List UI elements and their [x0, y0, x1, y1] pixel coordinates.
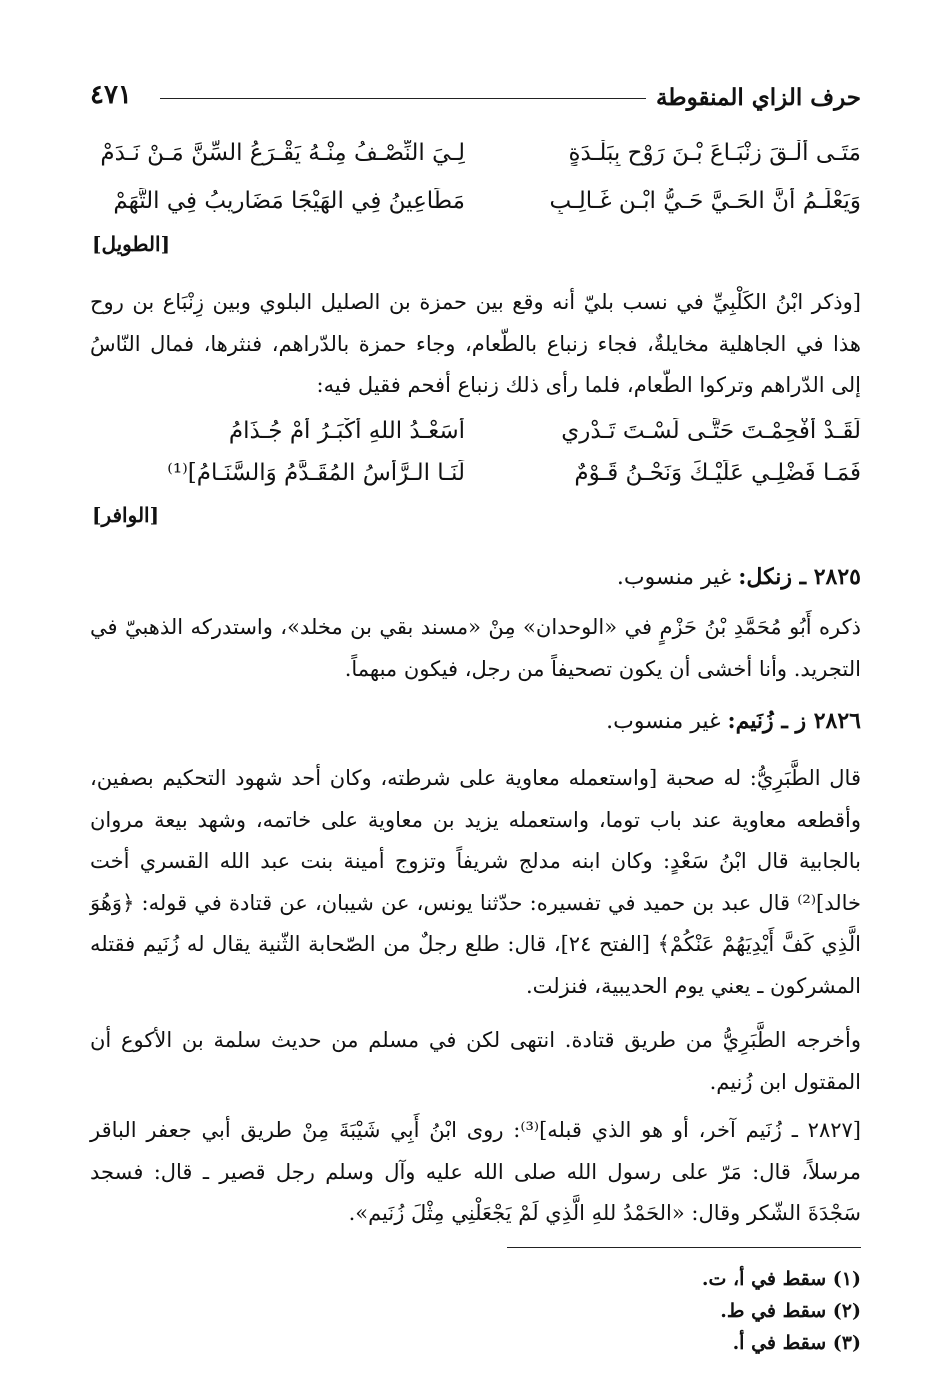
entry-heading [90, 708, 861, 734]
running-header [90, 78, 861, 122]
verse-first-hemistich: فَمَـا فَضْلِـي عَلَيْـكَ وَنَحْـنُ قَـوْمٌ [574, 460, 861, 486]
footnote: (٢) سقط في ط. [720, 1300, 861, 1322]
entry-heading [90, 564, 861, 590]
poem-verse [90, 460, 861, 496]
verse-second-hemistich: أَسَعْـدُ اللهِ أَكْبَـرُ أَمْ جُـذَامُ [228, 418, 465, 444]
body-paragraph: قال الطَّبَرِيُّ: له صحبة [واستعمله معاوية على شرطته، وكان أحد شهود التحكيم بصفين، وأقطعه معاوية عند باب توما، واستعمله يزيد بن معاوية على خاتمه، وشهد بيعة مروان بالجابية قال ابْنُ سَعْدٍ: وكان ابنه مدلج شريفاً وتزوج أمينة بنت عبد الله القسري أخت خالد]⁽²⁾ قال عبد بن حميد في تفسيره: حدّثنا يونس، عن شيبان، عن قتادة في قوله: ﴿وَهُوَ الَّذِي كَفَّ أَيْدِيَهُمْ عَنْكُمْ﴾ [الفتح ٢٤]، قال: طلع رجلٌ من الصّحابة الثّنية يقال له زُنَيم فقتله المشركون ـ يعني يوم الحديبية، فنزلت. [90, 766, 862, 998]
poem-verse [90, 418, 861, 454]
body-paragraph: ذكره أَبُو مُحَمَّدِ بْنُ حَزْمٍ في «الوحدان» مِنْ «مسند بقي بن مخلد»، واستدركه الذهبيّ في التجريد. وأنا أخشى أن يكون تصحيفاً من رجل، فيكون مبهماً. [90, 615, 861, 681]
entry-number-name: ٢٨٢٥ ـ زنكل: [738, 564, 861, 590]
verse-first-hemistich: وَيَعْلَـمُ أَنَّ الحَـيَّ حَـيُّ ابْـنِ غَـالِـبٍ [549, 188, 861, 214]
poem-verse [90, 188, 861, 224]
verse-second-hemistich: مَطَاعِينُ فِي الهَيْجَا مَضَارِيبُ فِي التَّهَمْ [113, 188, 465, 214]
body-paragraph: [وذكر ابْنُ الكَلْبِيِّ في نسب بليّ أنه وقع بين حمزة بن الصليل البلوي وبين زِنْبَاع بن روح هذا في الجاهلية مخايلةٌ، فجاء زنباع بالطّعام، وجاء حمزة بالدّراهم، فنثرها، فمال النّاسُ إلى الدّراهم وتركوا الطّعام، فلما رأى ذلك زنباع أفحم فقيل فيه: [90, 290, 861, 397]
body-paragraph: [٢٨٢٧ ـ زُنَيم آخر، أو هو الذي قبله]⁽³⁾: روى ابْنُ أَبِي شَيْبَةَ مِنْ طريق أبي جعفر الباقر مرسلاً، قال: مَرّ على رسول الله صلى الله عليه وآل وسلم رجل قصير ـ قال: فسجد سَجْدَةَ الشّكر وقال: «الحَمْدُ للهِ الَّذِي لَمْ يَجْعَلْنِي مِثْلَ زُنَيم». [90, 1118, 861, 1225]
entry-note: غير منسوب. [616, 565, 739, 590]
verse-first-hemistich: لَقَـدْ أُفْحِمْـتَ حَتَّـى لَسْـتَ تَـدْرِي [561, 418, 861, 444]
page-number: ٤٧١ [90, 80, 132, 110]
verse-second-hemistich: لَنَـا الـرَّأْسُ المُقَـدَّمُ وَالسَّنَـامُ]⁽¹⁾ [167, 460, 465, 486]
poem-meter: [الطويل] [92, 232, 171, 256]
footnote-rule [507, 1247, 861, 1248]
verse-first-hemistich: مَتَـى أَلْـقَ زِنْبَـاعَ بْـنَ رَوْحٍ بِبَلْـدَةٍ [568, 140, 861, 166]
entry-note: غير منسوب. [606, 709, 728, 734]
verse-second-hemistich: لِـيَ النِّصْـفُ مِنْـهُ يَقْـرَعُ السِّنَّ مَـنْ نَـدَمْ [100, 140, 465, 166]
poem-meter: [الوافر] [92, 503, 160, 527]
header-rule [160, 98, 646, 99]
footnote: (١) سقط في أ، ت. [701, 1268, 861, 1290]
body-paragraph: وأخرجه الطَّبَرِيُّ من طريق قتادة. انتهى لكن في مسلم من حديث سلمة بن الأكوع أن المقتول ابن زُنيم. [90, 1028, 861, 1094]
footnote: (٣) سقط في أ. [732, 1332, 861, 1354]
entry-number-name: ٢٨٢٦ ز ـ زُنَيم: [727, 708, 861, 734]
chapter-title: حرف الزاي المنقوطة [655, 84, 861, 111]
poem-verse [90, 140, 861, 176]
